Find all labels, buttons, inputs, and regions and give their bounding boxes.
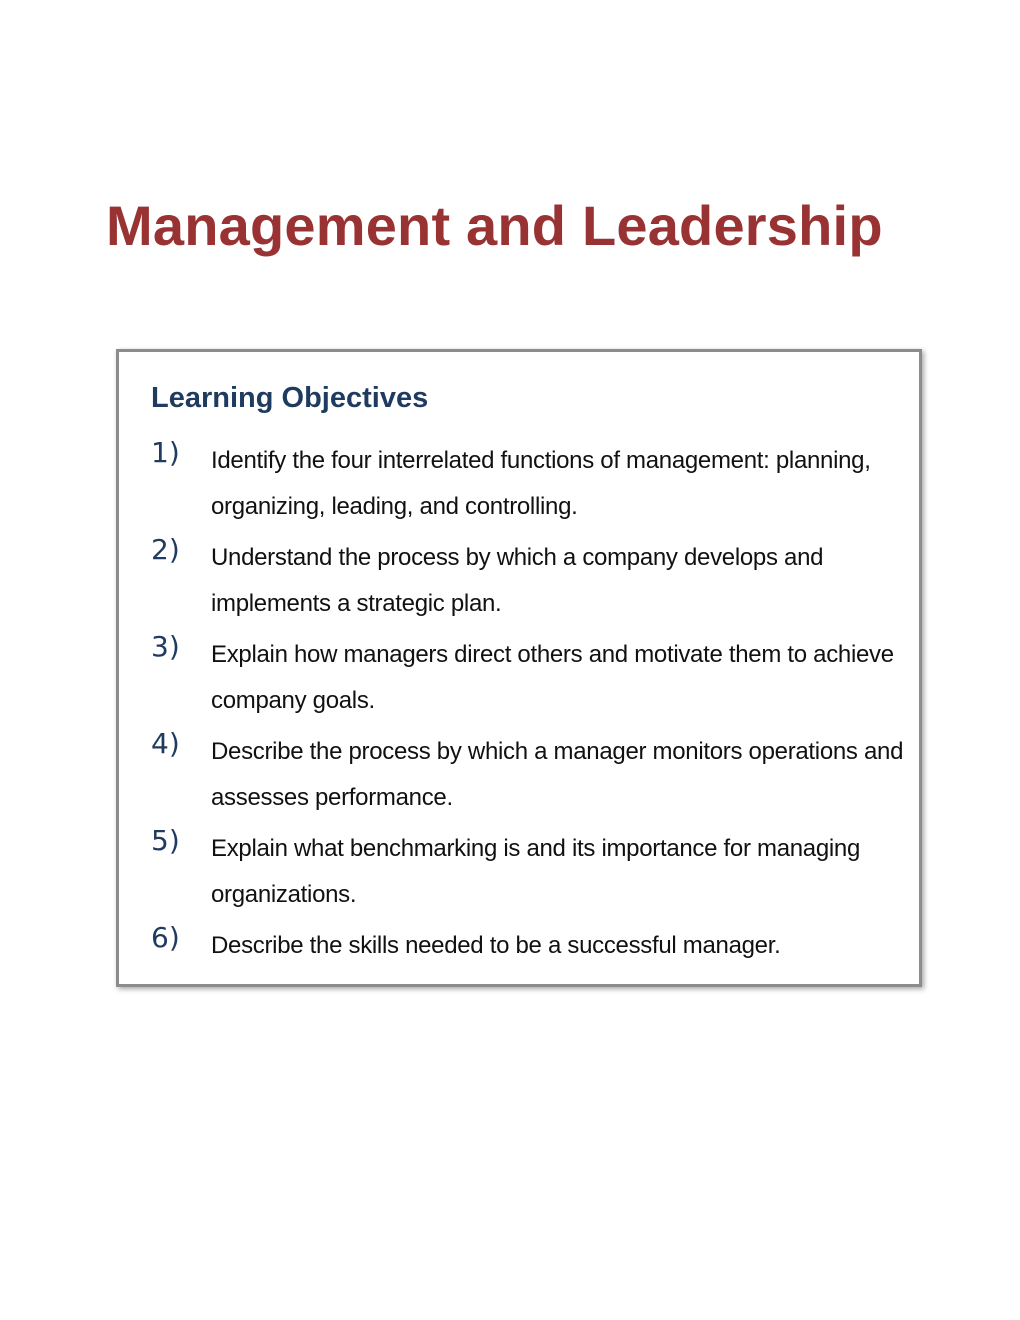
objective-text: Describe the skills needed to be a successful manager. — [211, 932, 781, 959]
learning-objectives-box — [116, 349, 922, 987]
objective-text: Identify the four interrelated functions of management: planning, organizing, leading, and controlling. — [211, 447, 871, 520]
objective-text: Understand the process by which a company develops and implements a strategic plan. — [211, 544, 824, 617]
objective-text: Explain how managers direct others and motivate them to achieve company goals. — [211, 641, 894, 714]
objective-number: 5) — [151, 824, 180, 857]
objective-item — [151, 434, 921, 531]
objective-number: 6) — [151, 921, 180, 954]
objective-item — [151, 919, 921, 1016]
page-title: Management and Leadership — [106, 194, 883, 257]
objective-number: 1) — [151, 436, 180, 469]
objective-item — [151, 531, 921, 628]
objective-number: 3) — [151, 630, 180, 663]
learning-objectives-list — [151, 434, 921, 1016]
objective-number: 4) — [151, 727, 180, 760]
learning-objectives-heading: Learning Objectives — [151, 382, 429, 414]
objective-number: 2) — [151, 533, 180, 566]
objective-text: Describe the process by which a manager monitors operations and assesses performance. — [211, 738, 904, 811]
objective-item — [151, 822, 921, 919]
objective-item — [151, 628, 921, 725]
objective-item — [151, 725, 921, 822]
objective-text: Explain what benchmarking is and its importance for managing organizations. — [211, 835, 861, 908]
